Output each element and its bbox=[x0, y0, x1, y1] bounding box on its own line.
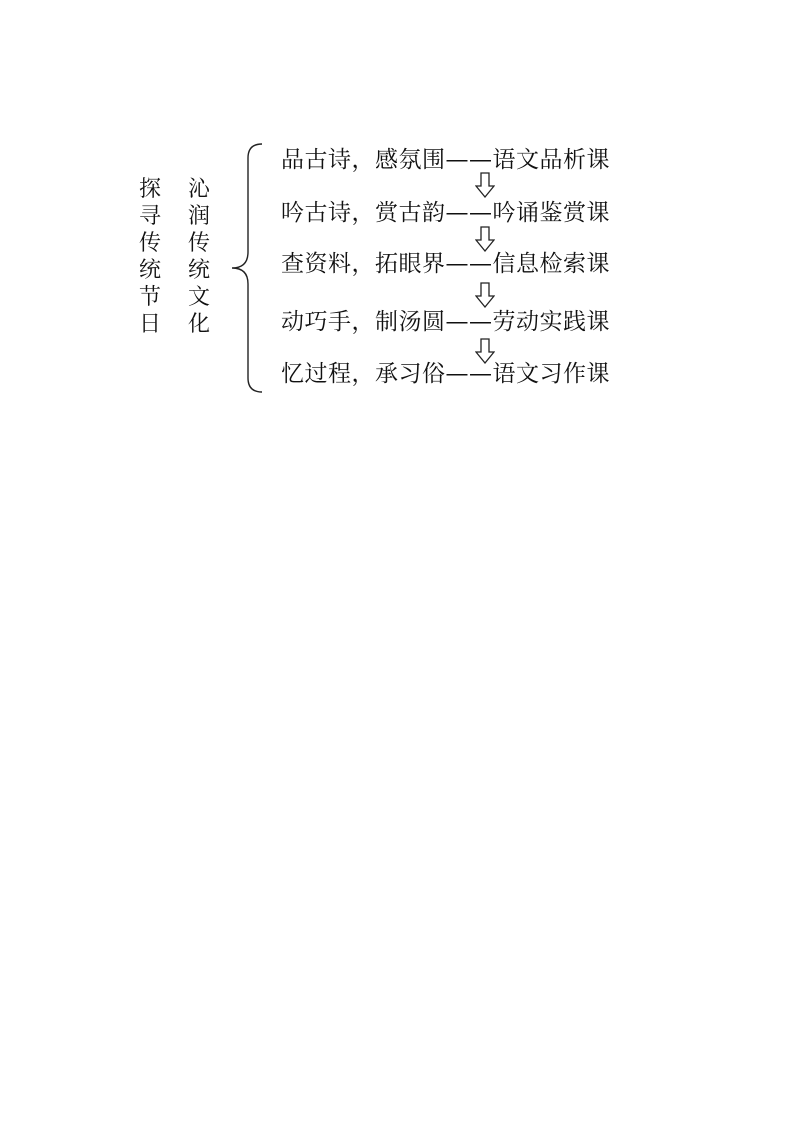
title-left-char: 统 bbox=[138, 258, 161, 283]
title-right-char: 文 bbox=[187, 285, 210, 310]
vertical-title-left bbox=[138, 176, 162, 338]
course-line: 查资料，拓眼界——信息检索课 bbox=[281, 251, 610, 277]
course-line: 动巧手，制汤圆——劳动实践课 bbox=[281, 309, 610, 335]
course-line: 吟古诗，赏古韵——吟诵鉴赏课 bbox=[281, 200, 610, 226]
title-right-char: 沁 bbox=[187, 177, 210, 202]
vertical-title-right bbox=[187, 176, 211, 338]
title-right-char: 润 bbox=[187, 204, 210, 229]
down-arrow-icon bbox=[475, 172, 495, 198]
down-arrow-icon bbox=[475, 282, 495, 308]
title-left-char: 传 bbox=[138, 231, 161, 256]
title-left-char: 节 bbox=[138, 285, 161, 310]
left-brace-icon bbox=[226, 142, 266, 394]
course-line: 品古诗，感氛围——语文品析课 bbox=[281, 147, 610, 173]
title-right-char: 传 bbox=[187, 231, 210, 256]
title-left-char: 日 bbox=[138, 312, 161, 337]
title-left-char: 探 bbox=[138, 177, 161, 202]
course-line: 忆过程，承习俗——语文习作课 bbox=[281, 361, 610, 387]
title-right-char: 统 bbox=[187, 258, 210, 283]
title-left-char: 寻 bbox=[138, 204, 161, 229]
title-right-char: 化 bbox=[187, 312, 210, 337]
